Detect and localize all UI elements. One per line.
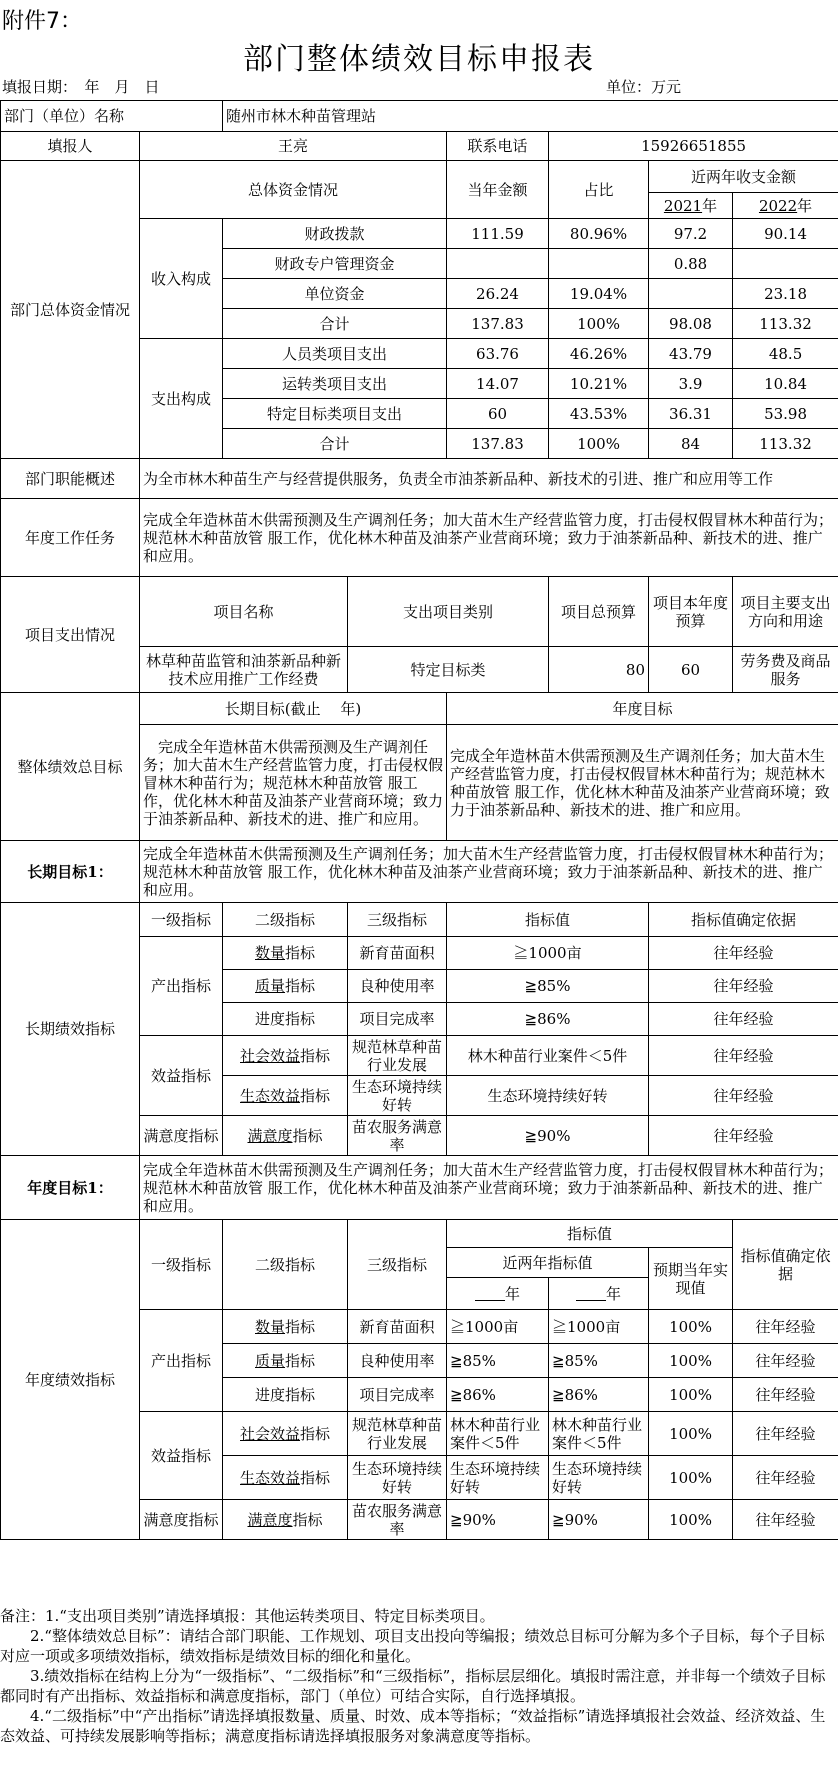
yp-expect: 100%: [649, 1344, 733, 1378]
yp-l2: 生态效益指标: [223, 1456, 348, 1500]
lp-satisfy-group: 满意度指标: [140, 1116, 223, 1156]
performance-form-table: [0, 100, 838, 1540]
lp-h5: 指标值确定依据: [649, 903, 838, 937]
attachment-label: 附件7：: [2, 9, 82, 34]
expense-y1: 84: [649, 429, 733, 459]
project-name: 林草种苗监管和油茶新品种新技术应用推广工作经费: [140, 647, 348, 693]
lp-value: ≧86%: [447, 1003, 649, 1036]
lp-l2: 质量指标: [223, 970, 348, 1003]
expense-y2: 48.5: [733, 339, 838, 369]
col-recent: 近两年收支金额: [649, 161, 838, 193]
long-goal-text: 完成全年造林苗木供需预测及生产调剂任务；加大苗木生产经营监管力度，打击侵权假冒林木种苗行为；规范林木种苗放管 服工作，优化林木种苗及油茶产业营商环境；致力于油茶新品种、新技术的进、推广和应用。: [140, 725, 447, 841]
lp-value: 林木种苗行业案件＜5件: [447, 1036, 649, 1076]
income-ratio: 100%: [549, 309, 649, 339]
income-ratio: 19.04%: [549, 279, 649, 309]
yp-expect: 100%: [649, 1310, 733, 1344]
yp-y2: ≧90%: [549, 1500, 649, 1540]
filler-name: 王亮: [140, 132, 447, 161]
note-item: 2.“整体绩效总目标”：请结合部门职能、工作规划、项目支出投向等编报；绩效总目标可分解为多个子目标，每个子目标对应一项或多项绩效指标，绩效指标是绩效目标的细化和量化。: [0, 1627, 825, 1665]
expense-amount: 63.76: [447, 339, 549, 369]
note-item: 备注：1.“支出项目类别”请选择填报：其他运转类项目、特定目标类项目。: [0, 1607, 495, 1625]
function-label: 部门职能概述: [1, 459, 140, 499]
yp-y2: ≧86%: [549, 1378, 649, 1412]
yp-y2: 林木种苗行业案件＜5件: [549, 1412, 649, 1456]
phone-value: 15926651855: [549, 132, 838, 161]
yp-y1: ≧1000亩: [447, 1310, 549, 1344]
income-ratio: [549, 249, 649, 279]
expense-ratio: 100%: [549, 429, 649, 459]
yp-h1: 一级指标: [140, 1220, 223, 1310]
yp-h-expect: 预期当年实现值: [649, 1248, 733, 1310]
lp-basis: 往年经验: [649, 970, 838, 1003]
year-2021: 2021年: [649, 193, 733, 219]
lp-l2: 满意度指标: [223, 1116, 348, 1156]
project-h-total: 项目总预算: [549, 577, 649, 647]
col-amount: 当年金额: [447, 161, 549, 219]
yp-expect: 100%: [649, 1378, 733, 1412]
expense-name: 特定目标类项目支出: [223, 399, 447, 429]
income-amount: 111.59: [447, 219, 549, 249]
lp-basis: 往年经验: [649, 1076, 838, 1116]
yp-h-basis: 指标值确定依据: [733, 1220, 838, 1310]
expense-y2: 113.32: [733, 429, 838, 459]
income-y1: 98.08: [649, 309, 733, 339]
lp-h2: 二级指标: [223, 903, 348, 937]
expense-group-label: 支出构成: [140, 339, 223, 459]
col-ratio: 占比: [549, 161, 649, 219]
yp-output-group: 产出指标: [140, 1310, 223, 1412]
note-item: 4.“二级指标”中“产出指标”请选择填报数量、质量、时效、成本等指标；“效益指标”请选择填报社会效益、经济效益、生态效益、可持续发展影响等指标；满意度指标请选择填报服务对象满意度等指标。: [0, 1707, 826, 1745]
income-y2: 90.14: [733, 219, 838, 249]
expense-ratio: 43.53%: [549, 399, 649, 429]
long-goal-header: 长期目标(截止 年): [140, 693, 447, 725]
project-use: 劳务费及商品服务: [733, 647, 838, 693]
expense-amount: 60: [447, 399, 549, 429]
note-item: 3.绩效指标在结构上分为“一级指标”、“二级指标”和“三级指标”，指标层层细化。填报时需注意，并非每一个绩效子目标都同时有产出指标、效益指标和满意度指标，部门（单位）可结合实际，自行选择填报。: [0, 1667, 826, 1705]
lp-h1: 一级指标: [140, 903, 223, 937]
lp-output-group: 产出指标: [140, 937, 223, 1036]
yp-y2: 生态环境持续好转: [549, 1456, 649, 1500]
lp-basis: 往年经验: [649, 1036, 838, 1076]
income-y1: 97.2: [649, 219, 733, 249]
lp-l3: 苗农服务满意率: [348, 1116, 447, 1156]
income-amount: 26.24: [447, 279, 549, 309]
year-goal-content: 完成全年造林苗木供需预测及生产调剂任务；加大苗木生产经营监管力度，打击侵权假冒林木种苗行为；规范林木种苗放管 服工作，优化林木种苗及油茶产业营商环境；致力于油茶新品种、新技术的进、推广和应用。: [140, 1156, 838, 1220]
notes-section: [0, 1606, 838, 1746]
yp-l2: 进度指标: [223, 1378, 348, 1412]
lp-l3: 项目完成率: [348, 1003, 447, 1036]
yp-basis: 往年经验: [733, 1378, 838, 1412]
phone-label: 联系电话: [447, 132, 549, 161]
dept-name: 随州市林木种苗管理站: [223, 101, 838, 132]
yp-y1: ≧85%: [447, 1344, 549, 1378]
year-goal-header: 年度目标: [447, 693, 838, 725]
page-title: 部门整体绩效目标申报表: [243, 42, 595, 77]
yp-h-year1: 年: [447, 1278, 549, 1310]
yp-h-year2: 年: [549, 1278, 649, 1310]
yp-l2: 满意度指标: [223, 1500, 348, 1540]
project-h-type: 支出项目类别: [348, 577, 549, 647]
income-amount: 137.83: [447, 309, 549, 339]
lp-value: ≧1000亩: [447, 937, 649, 970]
yp-y1: 林木种苗行业案件＜5件: [447, 1412, 549, 1456]
expense-y2: 10.84: [733, 369, 838, 399]
unit-label: 单位：万元: [606, 78, 682, 96]
lp-benefit-group: 效益指标: [140, 1036, 223, 1116]
yp-l3: 苗农服务满意率: [348, 1500, 447, 1540]
expense-y1: 36.31: [649, 399, 733, 429]
income-total: 合计: [223, 309, 447, 339]
expense-name: 运转类项目支出: [223, 369, 447, 399]
yp-l2: 数量指标: [223, 1310, 348, 1344]
project-total: 80: [549, 647, 649, 693]
annual-task-text: 完成全年造林苗木供需预测及生产调剂任务；加大苗木生产经营监管力度，打击侵权假冒林木种苗行为；规范林木种苗放管 服工作，优化林木种苗及油茶产业营商环境；致力于油茶新品种、新技术的进、推广和应用。: [140, 499, 838, 577]
income-ratio: 80.96%: [549, 219, 649, 249]
yp-basis: 往年经验: [733, 1500, 838, 1540]
yp-y2: ≧1000亩: [549, 1310, 649, 1344]
yp-basis: 往年经验: [733, 1310, 838, 1344]
lp-l2: 社会效益指标: [223, 1036, 348, 1076]
lp-h4: 指标值: [447, 903, 649, 937]
expense-amount: 14.07: [447, 369, 549, 399]
expense-ratio: 10.21%: [549, 369, 649, 399]
project-h-year: 项目本年度预算: [649, 577, 733, 647]
yp-h3: 三级指标: [348, 1220, 447, 1310]
yp-basis: 往年经验: [733, 1344, 838, 1378]
function-text: 为全市林木种苗生产与经营提供服务，负责全市油茶新品种、新技术的引进、推广和应用等工作: [140, 459, 838, 499]
overall-label: 整体绩效总目标: [1, 693, 140, 841]
income-y1: [649, 279, 733, 309]
yp-h-val: 指标值: [447, 1220, 733, 1248]
expense-amount: 137.83: [447, 429, 549, 459]
yp-l3: 新育苗面积: [348, 1310, 447, 1344]
lp-value: ≧90%: [447, 1116, 649, 1156]
yp-l3: 规范林草种苗行业发展: [348, 1412, 447, 1456]
yp-l3: 良种使用率: [348, 1344, 447, 1378]
lp-basis: 往年经验: [649, 1003, 838, 1036]
expense-name: 人员类项目支出: [223, 339, 447, 369]
expense-ratio: 46.26%: [549, 339, 649, 369]
dept-label: 部门（单位）名称: [1, 101, 223, 132]
lp-l3: 良种使用率: [348, 970, 447, 1003]
year-goal-text: 完成全年造林苗木供需预测及生产调剂任务；加大苗木生产经营监管力度，打击侵权假冒林木种苗行为；规范林木种苗放管 服工作，优化林木种苗及油茶产业营商环境；致力于油茶新品种、新技术的进、推广和应用。: [447, 725, 838, 841]
yp-y1: 生态环境持续好转: [447, 1456, 549, 1500]
expense-total: 合计: [223, 429, 447, 459]
yp-basis: 往年经验: [733, 1412, 838, 1456]
income-name: 财政拨款: [223, 219, 447, 249]
yp-y2: ≧85%: [549, 1344, 649, 1378]
yp-y1: ≧90%: [447, 1500, 549, 1540]
lp-value: ≧85%: [447, 970, 649, 1003]
yp-h-recent: 近两年指标值: [447, 1248, 649, 1278]
lp-l3: 生态环境持续好转: [348, 1076, 447, 1116]
funds-section-label: 部门总体资金情况: [1, 161, 140, 459]
income-name: 单位资金: [223, 279, 447, 309]
income-y2: 113.32: [733, 309, 838, 339]
year-goal-label: 年度目标1：: [1, 1156, 140, 1220]
yp-basis: 往年经验: [733, 1456, 838, 1500]
lp-basis: 往年经验: [649, 1116, 838, 1156]
project-year: 60: [649, 647, 733, 693]
lp-l2: 进度指标: [223, 1003, 348, 1036]
long-goal-content: 完成全年造林苗木供需预测及生产调剂任务；加大苗木生产经营监管力度，打击侵权假冒林木种苗行为；规范林木种苗放管 服工作，优化林木种苗及油茶产业营商环境；致力于油茶新品种、新技术的进、推广和应用。: [140, 841, 838, 903]
yp-y1: ≧86%: [447, 1378, 549, 1412]
year-perf-label: 年度绩效指标: [1, 1220, 140, 1540]
filler-label: 填报人: [1, 132, 140, 161]
yp-expect: 100%: [649, 1500, 733, 1540]
project-h-use: 项目主要支出方向和用途: [733, 577, 838, 647]
income-amount: [447, 249, 549, 279]
expense-y2: 53.98: [733, 399, 838, 429]
fill-date: 填报日期： 年 月 日: [2, 78, 160, 96]
yp-benefit-group: 效益指标: [140, 1412, 223, 1500]
expense-y1: 3.9: [649, 369, 733, 399]
yp-l3: 生态环境持续好转: [348, 1456, 447, 1500]
income-y1: 0.88: [649, 249, 733, 279]
yp-h2: 二级指标: [223, 1220, 348, 1310]
income-name: 财政专户管理资金: [223, 249, 447, 279]
project-label: 项目支出情况: [1, 577, 140, 693]
long-goal-label: 长期目标1：: [1, 841, 140, 903]
annual-task-label: 年度工作任务: [1, 499, 140, 577]
lp-basis: 往年经验: [649, 937, 838, 970]
yp-l2: 质量指标: [223, 1344, 348, 1378]
income-y2: [733, 249, 838, 279]
yp-expect: 100%: [649, 1456, 733, 1500]
lp-l2: 生态效益指标: [223, 1076, 348, 1116]
yp-l2: 社会效益指标: [223, 1412, 348, 1456]
yp-expect: 100%: [649, 1412, 733, 1456]
income-y2: 23.18: [733, 279, 838, 309]
lp-value: 生态环境持续好转: [447, 1076, 649, 1116]
yp-l3: 项目完成率: [348, 1378, 447, 1412]
yp-satisfy-group: 满意度指标: [140, 1500, 223, 1540]
long-perf-label: 长期绩效指标: [1, 903, 140, 1156]
lp-l2: 数量指标: [223, 937, 348, 970]
project-type: 特定目标类: [348, 647, 549, 693]
lp-h3: 三级指标: [348, 903, 447, 937]
project-h-name: 项目名称: [140, 577, 348, 647]
expense-y1: 43.79: [649, 339, 733, 369]
year-2022: 2022年: [733, 193, 838, 219]
funds-header: 总体资金情况: [140, 161, 447, 219]
lp-l3: 规范林草种苗行业发展: [348, 1036, 447, 1076]
lp-l3: 新育苗面积: [348, 937, 447, 970]
income-group-label: 收入构成: [140, 219, 223, 339]
